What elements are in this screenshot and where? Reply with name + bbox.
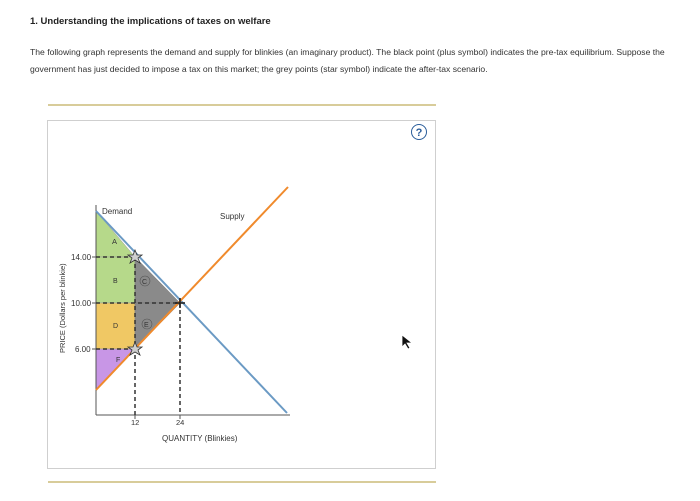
area-label-b: B	[113, 278, 118, 285]
area-label-c: C	[142, 279, 148, 286]
question-description: The following graph represents the demand and supply for blinkies (an imaginary product). The black point (plus symbol) indicates the pre-tax equilibrium. Suppose the government has just decided to impose a tax on this market; the grey points (star symbol) indicate the after-tax scenario.	[30, 47, 665, 74]
help-icon[interactable]: ?	[411, 124, 427, 140]
question-title: 1. Understanding the implications of taxes on welfare	[30, 16, 271, 27]
y-tick-label: 6.00	[75, 345, 91, 354]
area-label-e: E	[144, 322, 149, 329]
bottom-divider	[48, 481, 436, 483]
x-axis-label: QUANTITY (Blinkies)	[162, 434, 238, 443]
supply-label: Supply	[220, 212, 245, 221]
demand-label: Demand	[102, 207, 133, 216]
area-label-a: A	[112, 237, 118, 246]
area-label-f: F	[116, 357, 121, 364]
y-tick-label: 10.00	[71, 299, 92, 308]
area-label-d: D	[113, 323, 119, 330]
mouse-cursor-icon	[400, 334, 414, 350]
y-tick-label: 14.00	[71, 253, 92, 262]
x-tick-label: 24	[176, 418, 185, 427]
x-tick-label: 12	[131, 418, 140, 427]
y-axis-label: PRICE (Dollars per blinkie)	[58, 263, 67, 353]
